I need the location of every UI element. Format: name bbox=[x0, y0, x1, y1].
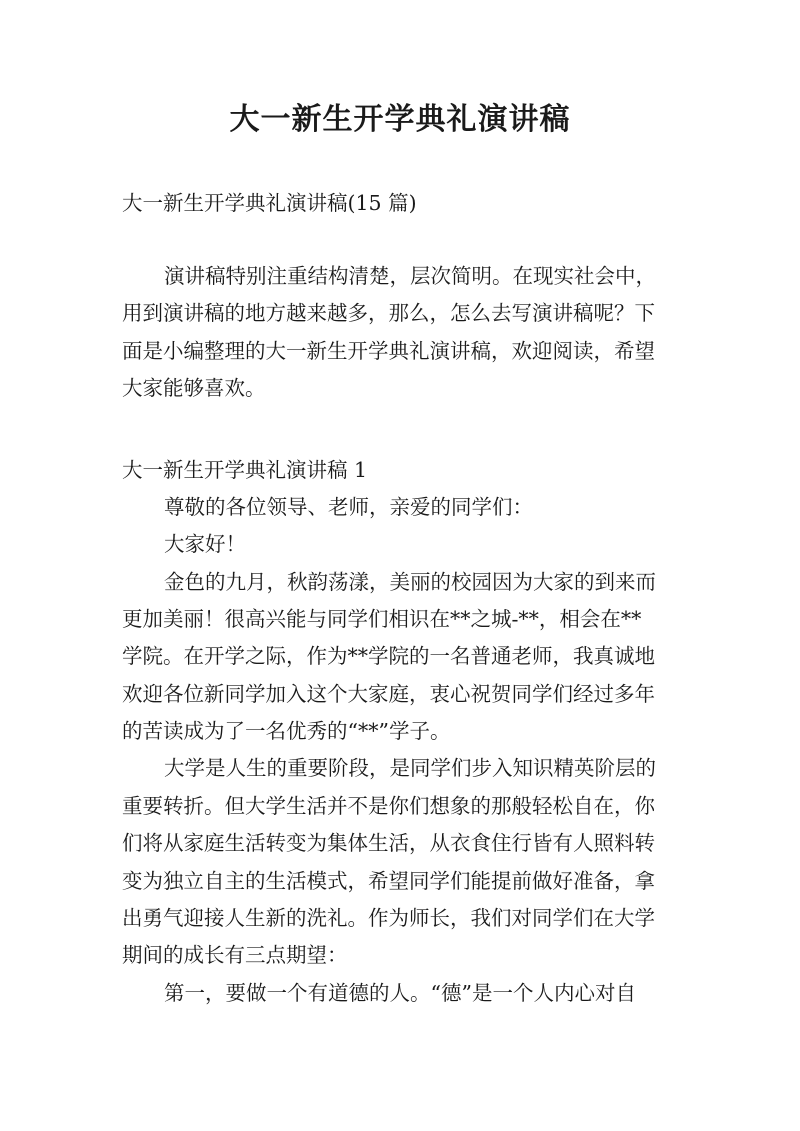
paragraph-line: 金色的九月，秋韵荡漾，美丽的校园因为大家的到来而 bbox=[164, 570, 656, 594]
paragraph-line: 更加美丽！很高兴能与同学们相识在**之城-**，相会在** bbox=[122, 607, 642, 631]
paragraph-line: 欢迎各位新同学加入这个大家庭，衷心祝贺同学们经过多年 bbox=[122, 682, 655, 706]
salutation: 尊敬的各位领导、老师，亲爱的同学们： bbox=[164, 495, 533, 519]
intro-line: 面是小编整理的大一新生开学典礼演讲稿，欢迎阅读，希望 bbox=[122, 339, 655, 363]
intro-line: 用到演讲稿的地方越来越多，那么，怎么去写演讲稿呢？下 bbox=[122, 301, 655, 325]
paragraph-line: 大学是人生的重要阶段，是同学们步入知识精英阶层的 bbox=[164, 756, 656, 780]
paragraph-line: 变为独立自主的生活模式，希望同学们能提前做好准备，拿 bbox=[122, 869, 655, 893]
paragraph-line: 第一，要做一个有道德的人。“德”是一个人内心对自 bbox=[164, 981, 636, 1005]
paragraph-line: 期间的成长有三点期望： bbox=[122, 943, 348, 967]
document-title: 大一新生开学典礼演讲稿 bbox=[229, 102, 571, 137]
document-subtitle: 大一新生开学典礼演讲稿(15 篇) bbox=[122, 191, 417, 215]
intro-line: 演讲稿特别注重结构清楚，层次简明。在现实社会中， bbox=[164, 264, 656, 288]
intro-line: 大家能够喜欢。 bbox=[122, 376, 266, 400]
paragraph-line: 出勇气迎接人生新的洗礼。作为师长，我们对同学们在大学 bbox=[122, 906, 655, 930]
paragraph-line: 的苦读成为了一名优秀的“**”学子。 bbox=[122, 719, 451, 743]
paragraph-line: 重要转折。但大学生活并不是你们想象的那般轻松自在，你 bbox=[122, 794, 655, 818]
paragraph-line: 们将从家庭生活转变为集体生活，从衣食住行皆有人照料转 bbox=[122, 831, 655, 855]
section-heading: 大一新生开学典礼演讲稿 1 bbox=[122, 458, 368, 482]
paragraph-line: 学院。在开学之际，作为**学院的一名普通老师，我真诚地 bbox=[122, 644, 655, 668]
greeting: 大家好！ bbox=[164, 532, 246, 556]
